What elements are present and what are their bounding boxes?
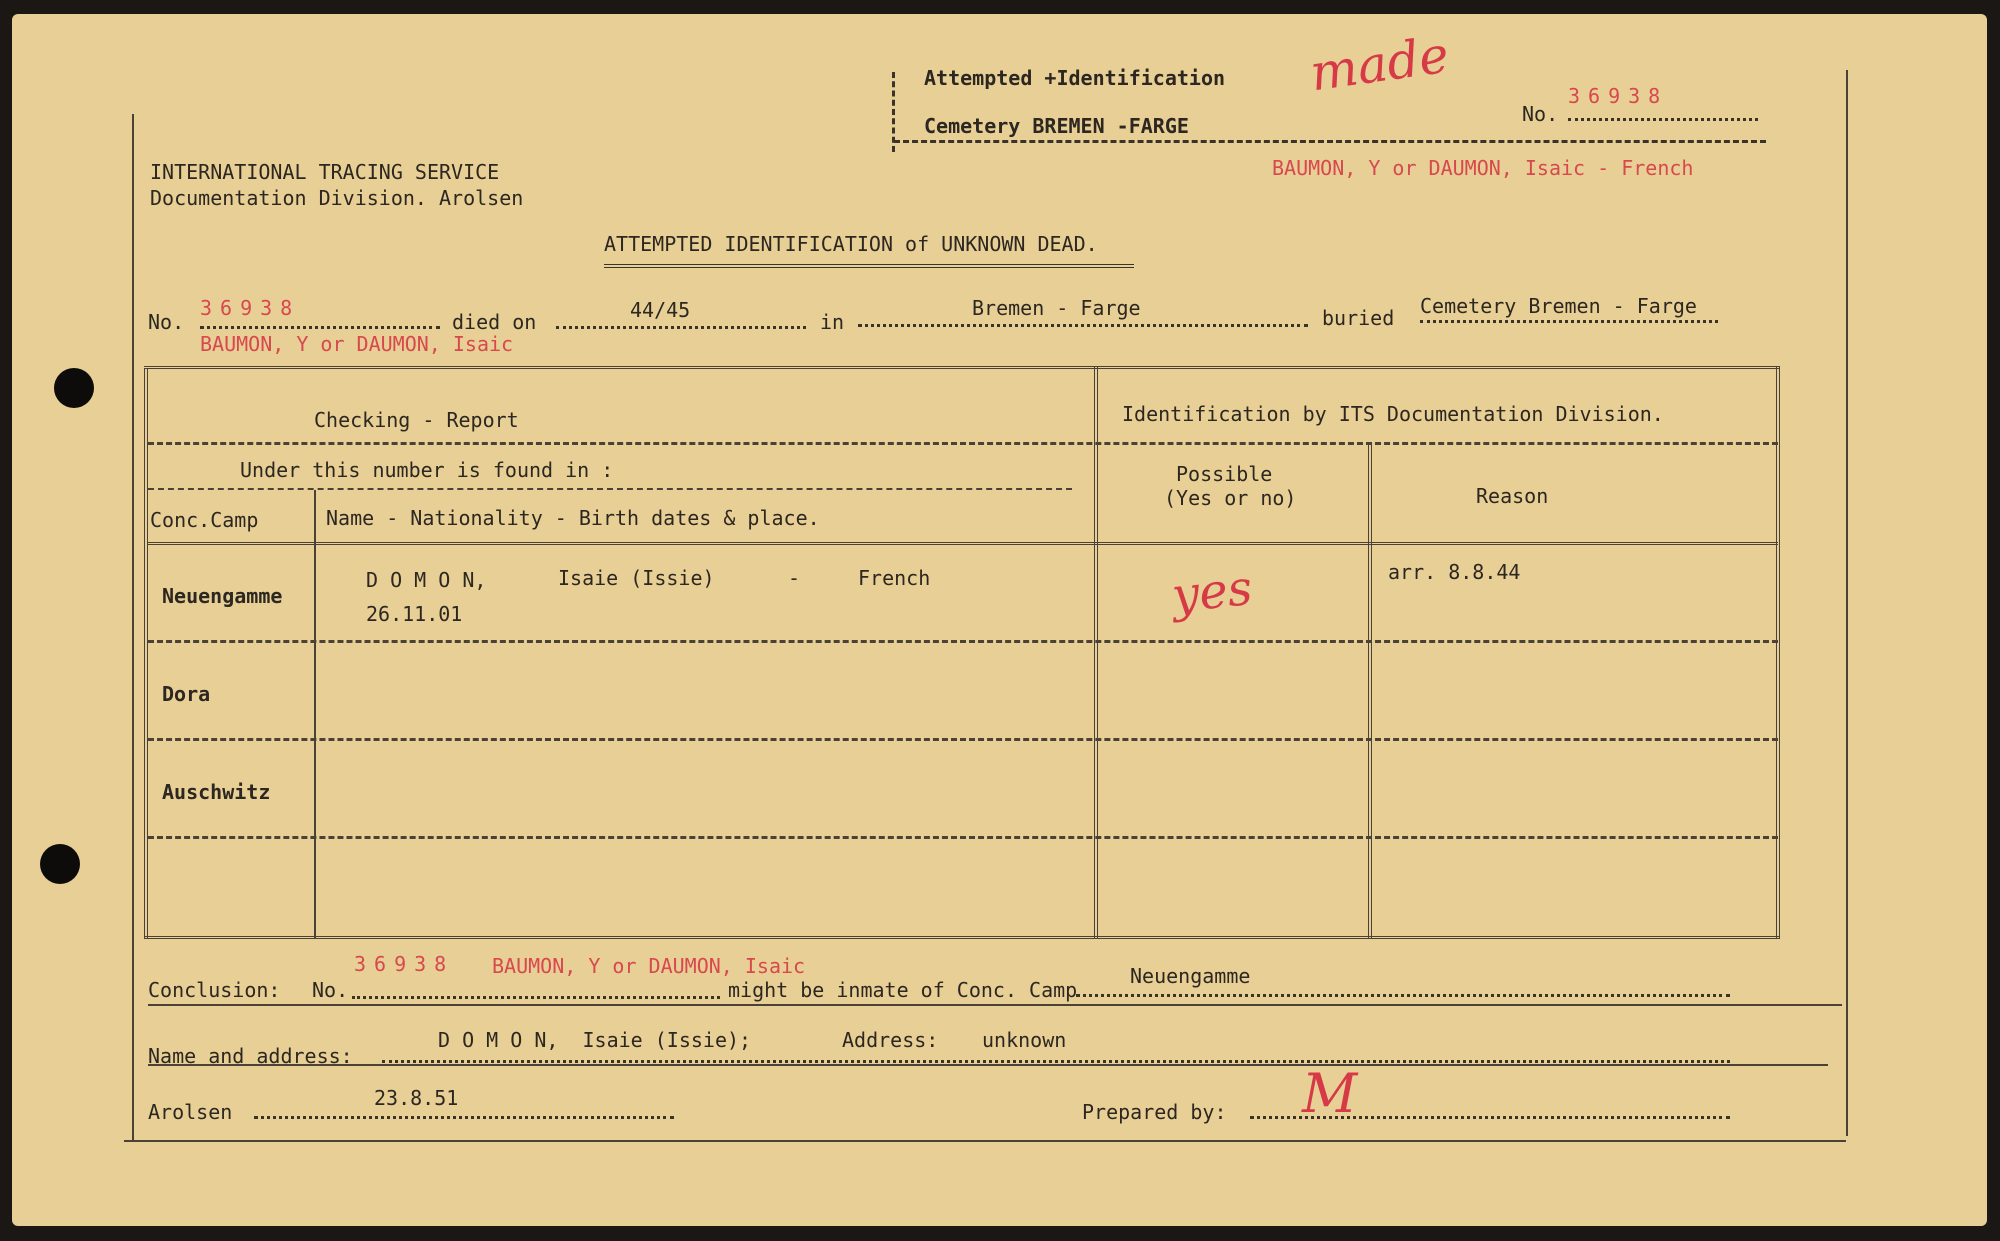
- made-annotation: made: [1306, 25, 1453, 103]
- punch-hole-top: [54, 368, 94, 408]
- found-in-rule: [148, 488, 1072, 490]
- header-no-label: No.: [1522, 102, 1559, 126]
- footer-date-dots: [254, 1116, 674, 1119]
- conclusion-no-value: 36938: [354, 952, 455, 976]
- footer-date: 23.8.51: [374, 1086, 459, 1110]
- header-name-annotation: BAUMON, Y or DAUMON, Isaic - French: [1272, 156, 1694, 180]
- checking-report-header: Checking - Report: [314, 408, 519, 432]
- record-no-dots: [200, 326, 440, 329]
- table-row-1-nationality: French: [858, 566, 931, 590]
- conclusion-rule: [148, 1004, 1842, 1006]
- table-row-1-birth: 26.11.01: [366, 602, 463, 626]
- buried-label: buried: [1322, 306, 1395, 330]
- title-underline: [604, 264, 1134, 268]
- col-possible-header-1: Possible: [1176, 462, 1273, 486]
- row-rule-1: [148, 640, 1778, 643]
- conclusion-label: Conclusion:: [148, 978, 281, 1002]
- record-no-value: 36938: [200, 296, 301, 320]
- table-divider-reason: [1368, 442, 1372, 938]
- in-dots: [858, 324, 1308, 327]
- died-value: 44/45: [630, 298, 691, 322]
- table-divider-main: [1094, 366, 1098, 938]
- prepared-by-initial: M: [1302, 1062, 1358, 1125]
- col-possible-header-2: (Yes or no): [1164, 486, 1297, 510]
- buried-value: Cemetery Bremen - Farge: [1420, 294, 1697, 318]
- header-rule: [148, 442, 1778, 445]
- record-no-label: No.: [148, 310, 185, 334]
- table-row-1-given: Isaie (Issie): [558, 566, 715, 590]
- attempted-label: Attempted +Identification: [924, 66, 1226, 90]
- buried-dots: [1420, 320, 1718, 323]
- address-value: unknown: [982, 1028, 1067, 1052]
- conclusion-camp-dots: [1076, 994, 1730, 997]
- record-name-annotation: BAUMON, Y or DAUMON, Isaic: [200, 332, 514, 356]
- org-line-2: Documentation Division. Arolsen: [150, 186, 524, 210]
- table-bottom-rule: [144, 936, 1780, 939]
- col-camp-header: Conc.Camp: [150, 508, 259, 532]
- table-divider-camp: [314, 490, 316, 938]
- in-label: in: [820, 310, 845, 334]
- conclusion-camp-value: Neuengamme: [1130, 964, 1251, 988]
- table-left-rule: [144, 368, 148, 938]
- table-row-1-dash: -: [788, 566, 801, 590]
- document-card: [12, 14, 1987, 1226]
- col-name-header: Name - Nationality - Birth dates & place.: [326, 506, 820, 530]
- stamp-underline: [894, 140, 1766, 143]
- name-address-label: Name and address:: [148, 1044, 353, 1068]
- bottom-border: [124, 1140, 1846, 1142]
- row-rule-2: [148, 738, 1778, 741]
- footer-place: Arolsen: [148, 1100, 233, 1124]
- table-row-2-camp: Dora: [162, 682, 211, 706]
- org-line-1: INTERNATIONAL TRACING SERVICE: [150, 160, 500, 184]
- found-in-label: Under this number is found in :: [240, 458, 614, 482]
- punch-hole-bottom: [40, 844, 80, 884]
- died-label: died on: [452, 310, 537, 334]
- prepared-by-label: Prepared by:: [1082, 1100, 1227, 1124]
- cemetery-label: Cemetery BREMEN -FARGE: [924, 114, 1189, 138]
- page-title: ATTEMPTED IDENTIFICATION of UNKNOWN DEAD.: [604, 232, 1098, 256]
- left-border: [132, 114, 134, 1142]
- row-rule-3: [148, 836, 1778, 839]
- right-border: [1846, 70, 1848, 1136]
- header-no-value: 36938: [1568, 84, 1669, 108]
- table-row-1-possible: yes: [1169, 559, 1255, 625]
- table-row-1-surname: D O M O N,: [366, 568, 487, 592]
- column-header-rule: [148, 542, 1778, 545]
- died-dots: [556, 326, 806, 329]
- table-row-1-reason: arr. 8.8.44: [1388, 560, 1521, 584]
- conclusion-no-label: No.: [312, 978, 349, 1002]
- header-no-dots: [1568, 118, 1758, 121]
- conclusion-no-dots: [352, 996, 720, 999]
- table-row-3-camp: Auschwitz: [162, 780, 271, 804]
- conclusion-inmate-label: might be inmate of Conc. Camp: [728, 978, 1078, 1002]
- name-address-name: D O M O N, Isaie (Issie);: [438, 1028, 752, 1052]
- table-top-rule: [144, 366, 1780, 369]
- table-row-1-camp: Neuengamme: [162, 584, 283, 608]
- identification-header: Identification by ITS Documentation Division.: [1122, 402, 1664, 426]
- address-label: Address:: [842, 1028, 939, 1052]
- name-address-dots: [382, 1060, 1730, 1063]
- in-value: Bremen - Farge: [972, 296, 1141, 320]
- conclusion-no-name: BAUMON, Y or DAUMON, Isaic: [492, 954, 806, 978]
- table-right-rule: [1776, 366, 1780, 938]
- col-reason-header: Reason: [1476, 484, 1549, 508]
- name-address-rule: [148, 1064, 1828, 1066]
